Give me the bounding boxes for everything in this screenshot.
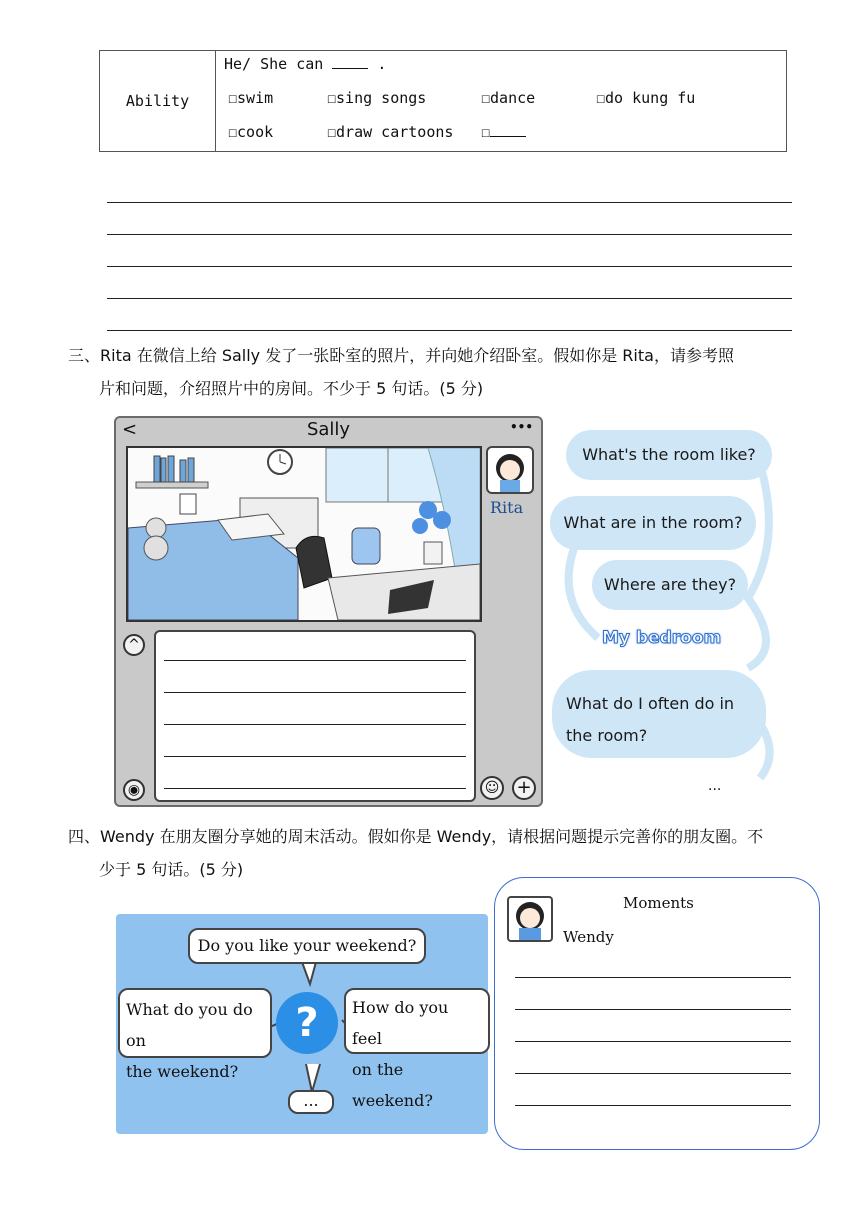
option-draw-cartoons[interactable]: ☐draw cartoons bbox=[327, 123, 454, 141]
bubble-what-do-i-do: What do I often do in the room? bbox=[552, 670, 766, 758]
wendy-avatar[interactable] bbox=[507, 896, 553, 942]
rita-avatar[interactable] bbox=[486, 446, 534, 494]
bubble-room-like: What's the room like? bbox=[566, 430, 772, 480]
writing-line[interactable] bbox=[515, 1073, 791, 1074]
writing-line[interactable] bbox=[515, 1041, 791, 1042]
ability-table bbox=[99, 50, 787, 152]
add-icon[interactable]: + bbox=[512, 776, 536, 800]
ability-prompt: He/ She can . bbox=[224, 55, 387, 73]
moments-username: Wendy bbox=[563, 928, 614, 946]
option-sing-songs[interactable]: ☐sing songs bbox=[327, 89, 427, 107]
contact-name: Rita bbox=[490, 498, 524, 517]
bubble-like-weekend: Do you like your weekend? bbox=[188, 928, 426, 964]
writing-line[interactable] bbox=[164, 724, 466, 725]
option-do-kung-fu[interactable]: ☐do kung fu bbox=[596, 89, 696, 107]
option-other-blank[interactable] bbox=[490, 124, 526, 137]
girl-avatar-icon bbox=[488, 448, 532, 492]
more-menu-icon[interactable]: ••• bbox=[509, 420, 533, 434]
question3-line1: 三、Rita 在微信上给 Sally 发了一张卧室的照片，并向她介绍卧室。假如你是 Rita，请参考照 bbox=[68, 346, 734, 365]
ability-label: Ability bbox=[100, 51, 216, 151]
bedroom-photo bbox=[126, 446, 482, 622]
bubble-how-feel: How do you feel on the weekend? bbox=[344, 988, 490, 1054]
message-input-area[interactable] bbox=[154, 630, 476, 802]
back-icon[interactable]: < bbox=[122, 419, 138, 440]
writing-line[interactable] bbox=[164, 692, 466, 693]
prompt-blank[interactable] bbox=[332, 56, 368, 69]
weekend-prompt-panel bbox=[116, 914, 488, 1134]
girl-avatar-icon bbox=[509, 898, 551, 940]
my-bedroom-label: My bedroom bbox=[602, 628, 722, 648]
writing-line[interactable] bbox=[164, 756, 466, 757]
question4-line1: 四、Wendy 在朋友圈分享她的周末活动。假如你是 Wendy，请根据问题提示完善你的朋友圈。不 bbox=[68, 827, 764, 846]
bedroom-mindmap bbox=[548, 418, 788, 804]
emoji-icon[interactable]: ☺ bbox=[480, 776, 504, 800]
bubble-what-in-room: What are in the room? bbox=[550, 496, 756, 550]
writing-line[interactable] bbox=[515, 1105, 791, 1106]
chat-title: Sally bbox=[306, 419, 351, 440]
writing-line[interactable] bbox=[107, 298, 792, 299]
collapse-icon[interactable]: ^ bbox=[123, 634, 145, 656]
question-mark-icon: ? bbox=[276, 992, 338, 1054]
moments-card bbox=[494, 877, 820, 1150]
writing-line[interactable] bbox=[164, 788, 466, 789]
option-swim[interactable]: ☐swim bbox=[228, 89, 274, 107]
option-other[interactable]: ☐ bbox=[481, 123, 526, 141]
moments-title: Moments bbox=[623, 894, 694, 912]
chat-window bbox=[114, 416, 543, 807]
question3-line2: 片和问题，介绍照片中的房间。不少于 5 句话。(5 分) bbox=[99, 379, 484, 398]
bubble-what-do-weekend: What do you do on the weekend? bbox=[118, 988, 272, 1058]
option-cook[interactable]: ☐cook bbox=[228, 123, 274, 141]
writing-line[interactable] bbox=[164, 660, 466, 661]
voice-icon[interactable]: ◉ bbox=[123, 779, 145, 801]
writing-line[interactable] bbox=[107, 330, 792, 331]
writing-line[interactable] bbox=[515, 1009, 791, 1010]
option-dance[interactable]: ☐dance bbox=[481, 89, 536, 107]
more-ellipsis: ... bbox=[708, 778, 722, 794]
question4-line2: 少于 5 句话。(5 分) bbox=[99, 860, 244, 879]
bubble-more: ... bbox=[288, 1090, 334, 1114]
bubble-where-are-they: Where are they? bbox=[592, 560, 748, 610]
writing-line[interactable] bbox=[107, 266, 792, 267]
bedroom-illustration bbox=[128, 448, 480, 620]
writing-line[interactable] bbox=[515, 977, 791, 978]
writing-line[interactable] bbox=[107, 202, 792, 203]
writing-line[interactable] bbox=[107, 234, 792, 235]
